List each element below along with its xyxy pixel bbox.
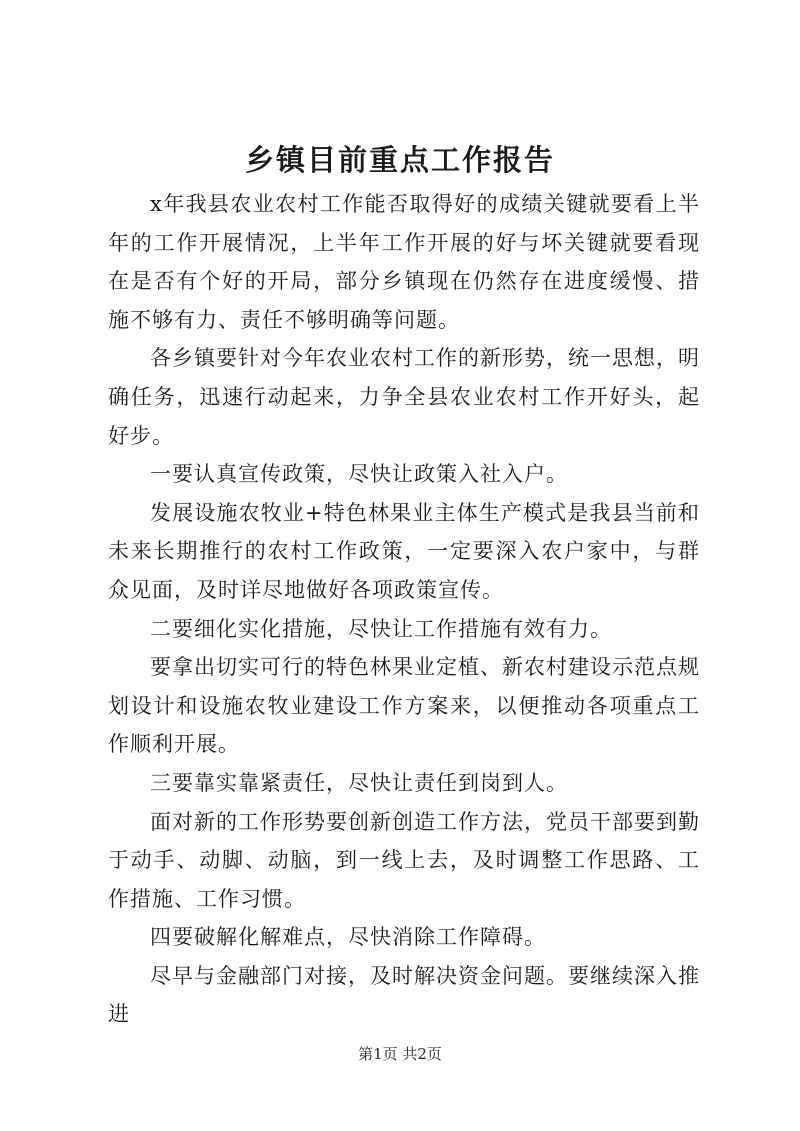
paragraph-point-4-body: 尽早与金融部门对接，及时解决资金问题。要继续深入推进 (108, 963, 700, 1027)
page-number-footer: 第1页 共2页 (358, 1045, 442, 1063)
document-body (108, 185, 700, 1034)
paragraph-overview: 各乡镇要针对今年农业农村工作的新形势，统一思想，明确任务，迅速行动起来，力争全县农业农村工作开好头，起好步。 (108, 346, 700, 448)
paragraph-point-2-heading: 二要细化实化措施，尽快让工作措施有效有力。 (150, 616, 612, 641)
paragraph-point-1-heading: 一要认真宣传政策，尽快让政策入社入户。 (150, 462, 568, 487)
paragraph-point-3-heading: 三要靠实靠紧责任，尽快让责任到岗到人。 (150, 770, 568, 795)
page-title: 乡镇目前重点工作报告 (244, 143, 555, 177)
paragraph-intro: x年我县农业农村工作能否取得好的成绩关键就要看上半年的工作开展情况，上半年工作开展的好与坏关键就要看现在是否有个好的开局，部分乡镇现在仍然存在进度缓慢、措施不够有力、责任不够明确等问题。 (108, 192, 700, 332)
paragraph-point-2-body: 要拿出切实可行的特色林果业定植、新农村建设示范点规划设计和设施农牧业建设工作方案来，以便推动各项重点工作顺利开展。 (108, 655, 700, 757)
paragraph-point-3-body: 面对新的工作形势要创新创造工作方法，党员干部要到勤于动手、动脚、动脑，到一线上去，及时调整工作思路、工作措施、工作习惯。 (108, 809, 700, 911)
paragraph-point-4-heading: 四要破解化解难点，尽快消除工作障碍。 (150, 925, 546, 950)
paragraph-point-1-body: 发展设施农牧业+特色林果业主体生产模式是我县当前和未来长期推行的农村工作政策，一定要深入农户家中，与群众见面，及时详尽地做好各项政策宣传。 (108, 500, 700, 602)
